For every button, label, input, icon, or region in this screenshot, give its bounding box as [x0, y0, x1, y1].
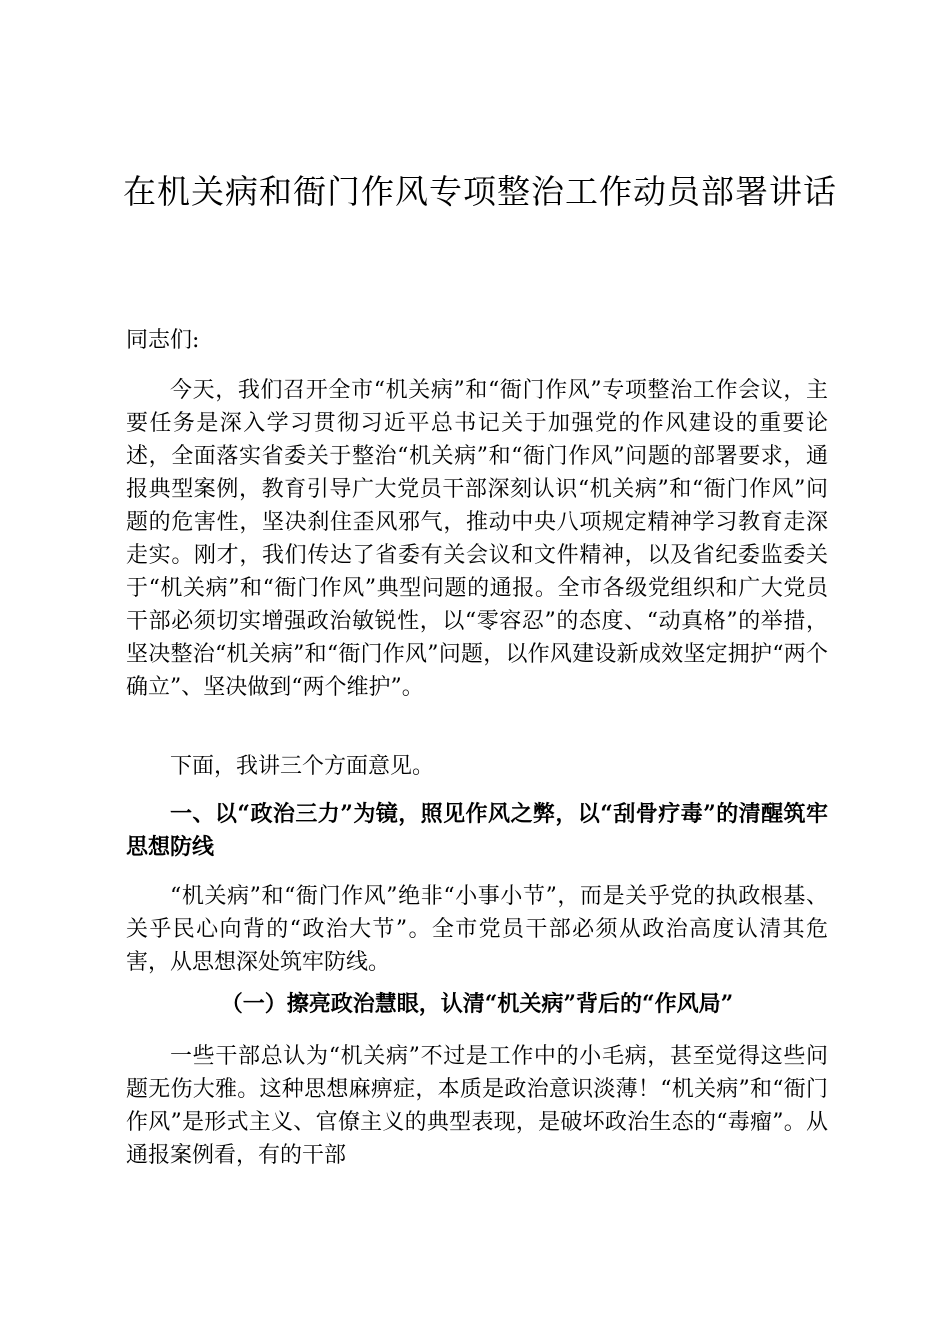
document-title: 在机关病和衙门作风专项整治工作动员部署讲话: [123, 172, 837, 211]
paragraph-subsection-1: 一些干部总认为“机关病”不过是工作中的小毛病，甚至觉得这些问题无伤大雅。这种思想麻痹症，本质是政治意识淡薄！“机关病”和“衙门作风”是形式主义、官僚主义的典型表现，是破坏政治生态的“毒瘤”。从通报案例看，有的干部: [126, 1044, 828, 1168]
section-heading-1: 一、以“政治三力”为镜，照见作风之弊，以“刮骨疗毒”的清醒筑牢思想防线: [126, 801, 828, 860]
paragraph-section-1-intro: “机关病”和“衙门作风”绝非“小事小节”，而是关乎党的执政根基、关乎民心向背的“政治大节”。全市党员干部必须从政治高度认清其危害，从思想深处筑牢防线。: [126, 884, 829, 975]
subsection-heading-1: （一）擦亮政治慧眼，认清“机关病”背后的“作风局”: [220, 991, 734, 1017]
paragraph-outline: 下面，我讲三个方面意见。: [170, 754, 435, 779]
greeting: 同志们:: [126, 328, 200, 353]
paragraph-opening: 今天，我们召开全市“机关病”和“衙门作风”专项整治工作会议，主要任务是深入学习贯彻习近平总书记关于加强党的作风建设的重要论述，全面落实省委关于整治“机关病”和“衙门作风”问题的部署要求，通报典型案例，教育引导广大党员干部深刻认识“机关病”和“衙门作风”问题的危害性，坚决刹住歪风邪气，推动中央八项规定精神学习教育走深走实。刚才，我们传达了省委有关会议和文件精神，以及省纪委监委关于“机关病”和“衙门作风”典型问题的通报。全市各级党组织和广大党员干部必须切实增强政治敏锐性，以“零容忍”的态度、“动真格”的举措，坚决整治“机关病”和“衙门作风”问题，以作风建设新成效坚定拥护“两个确立”、坚决做到“两个维护”。: [126, 378, 828, 700]
